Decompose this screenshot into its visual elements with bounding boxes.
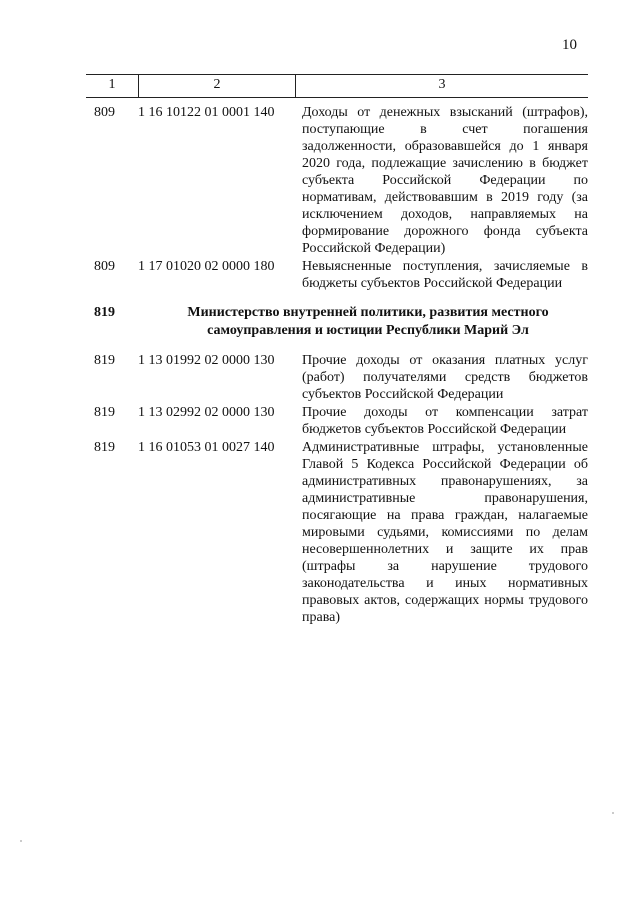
- section-code: 819: [94, 305, 115, 320]
- admin-code: 809: [94, 105, 115, 120]
- scan-speck: [612, 812, 614, 814]
- income-description: Прочие доходы от компенсации затрат бюджетов субъектов Российской Федерации: [302, 405, 588, 437]
- table-row: [86, 258, 588, 292]
- table-body: [86, 104, 588, 627]
- admin-code: 809: [94, 259, 115, 274]
- table-row: [86, 439, 588, 626]
- budget-code: 1 16 10122 01 0001 140: [138, 105, 275, 120]
- table-row: [86, 404, 588, 438]
- table-row: [86, 104, 588, 257]
- admin-code: 819: [94, 440, 115, 455]
- table-header: [86, 74, 588, 98]
- income-description: Административные штрафы, установленные Главой 5 Кодекса Российской Федерации об административных правонарушениях, за административные правонарушения, посягающие на права граждан, налагаемые мировыми судьями, комиссиями по делам несовершеннолетних и защите их прав (штрафы за нарушение трудового законодательства и иных нормативных правовых актов, содержащих нормы трудового права): [302, 440, 588, 625]
- page-number: 10: [562, 37, 577, 53]
- budget-code: 1 13 02992 02 0000 130: [138, 405, 275, 420]
- admin-code: 819: [94, 353, 115, 368]
- budget-code: 1 16 01053 01 0027 140: [138, 440, 275, 455]
- income-description: Прочие доходы от оказания платных услуг (работ) получателями средств бюджетов субъектов Российской Федерации: [302, 353, 588, 402]
- header-col-2: 2: [139, 75, 296, 97]
- admin-code: 819: [94, 405, 115, 420]
- income-description: Доходы от денежных взысканий (штрафов), поступающие в счет погашения задолженности, образовавшейся до 1 января 2020 года, подлежащие зачислению в бюджет субъекта Российской Федерации по нормативам, действовавшим в 2019 году (за исключением доходов, направляемых на формирование дорожного фонда субъекта Российской Федерации): [302, 105, 588, 256]
- budget-code: 1 17 01020 02 0000 180: [138, 259, 275, 274]
- section-header: [86, 304, 588, 340]
- header-col-3: 3: [438, 77, 446, 92]
- section-title: Министерство внутренней политики, развития местного самоуправления и юстиции Республики Марий Эл: [187, 305, 549, 338]
- table-row: [86, 352, 588, 403]
- scan-speck: [20, 840, 22, 842]
- header-col-1: 1: [86, 75, 139, 97]
- income-description: Невыясненные поступления, зачисляемые в бюджеты субъектов Российской Федерации: [302, 259, 588, 291]
- budget-code: 1 13 01992 02 0000 130: [138, 353, 275, 368]
